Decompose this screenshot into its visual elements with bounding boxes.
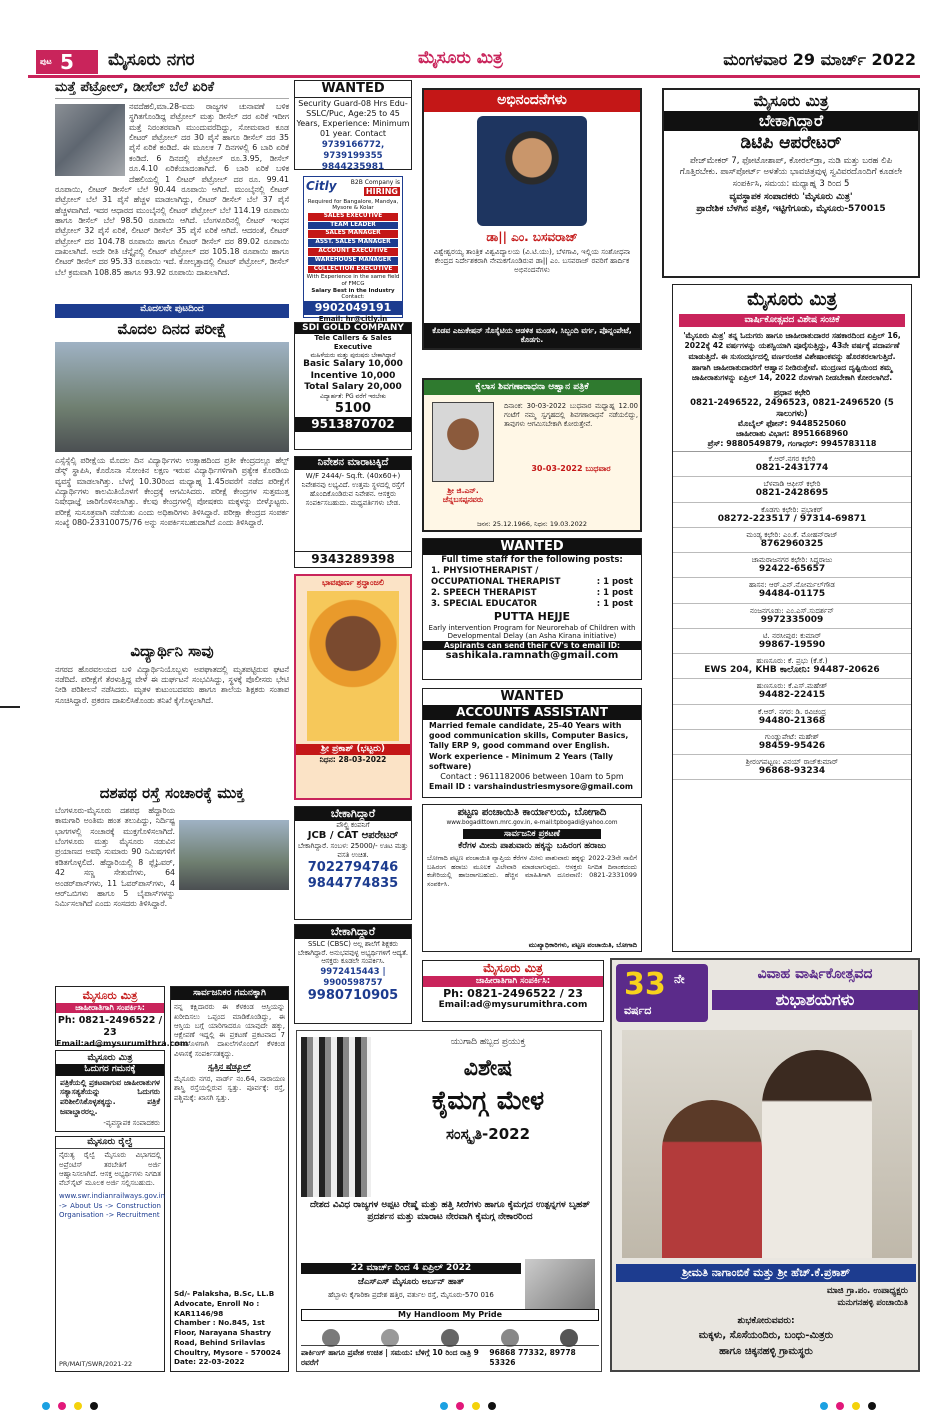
sdi-line3: ವಿದ್ಯಾರ್ಹತೆ: PG ವರೆಗೆ ಇರಬೇಕು	[320, 393, 386, 400]
branch-phone: 92422-65657	[758, 564, 826, 575]
dtp-title: ಬೇಕಾಗಿದ್ದಾರೆ	[664, 111, 918, 131]
couple-place: ಮನುಗನಹಳ್ಳಿ ಪಂಚಾಯಿತಿ	[837, 1298, 908, 1308]
citly-email: Email: hr@citly.in	[318, 315, 388, 324]
branch-phone: 99867-19590	[758, 639, 826, 650]
branch-label: ಹುಣಸೂರು: ಕೆ.ಎಸ್.ಮಹೇಶ್	[756, 681, 828, 691]
branch-label: ಟಿ. ನರಸೀಪುರ: ಕುಮಾರ್	[762, 630, 822, 640]
branch-entry	[673, 553, 911, 578]
obit-portrait	[307, 591, 399, 741]
therapist-org-desc: Early intervention Program for Neurorehab of Children with Developmental Delay (an Asha Kirana initiative)	[428, 623, 636, 641]
branch-phone: EWS 204, KHB ಕಾಲೋನಿ: 94487-20626	[704, 665, 880, 676]
anniv-office-head: ಪ್ರಧಾನ ಕಛೇರಿ	[773, 387, 811, 397]
branch-entry	[673, 578, 911, 603]
ad-title: WANTED	[295, 81, 411, 98]
branch-phone: 0821-2428695	[755, 488, 829, 499]
mm-email: Email:ad@mysurumithra.com	[438, 1000, 588, 1011]
readers-sign: -ವ್ಯವಸ್ಥಾಪಕ ಸಂಪಾದಕರು	[103, 1119, 160, 1128]
handloom-title-1: ವಿಶೇಷ	[463, 1056, 513, 1081]
post-count: : 1 post	[596, 576, 633, 587]
sdi-total: Total Salary 20,000	[304, 381, 402, 392]
article-body: ಬೆಂಗಳೂರು-ಮೈಸೂರು ದಶಪಥ ಹೆದ್ದಾರಿಯ ಕಾಮಗಾರಿ ಅಂತಿಮ ಹಂತ ತಲುಪಿದ್ದು, ನಿರ್ದಿಷ್ಟ ಭಾಗಗಳಲ್ಲಿ ಸಂಚಾರಕ್ಕೆ ಮುಕ್ತಗೊಳಿಸಲಾಗಿದೆ. ಬೆಂಗಳೂರು ಮತ್ತು ಮೈಸೂರು ನಡುವಿನ ಪ್ರಯಾಣದ ಅವಧಿ ಸುಮಾರು 90 ನಿಮಿಷಗಳಿಗೆ ಕಡಿತಗೊಳ್ಳಲಿದೆ. ಹೆದ್ದಾರಿಯಲ್ಲಿ 8 ಫ್ಲೈಓವರ್, 42 ಸಣ್ಣ ಸೇತುವೆಗಳು, 64 ಅಂಡರ್‌ಪಾಸ್‌ಗಳು, 11 ಓವರ್‌ಪಾಸ್‌ಗಳು, 4 ಆರ್‌ಒಬಿಗಳು ಹಾಗೂ 5 ಬೈಪಾಸ್‌ಗಳನ್ನು ನಿರ್ಮಿಸಲಾಗಿದೆ ಎಂದು ಸಂಸದರು ತಿಳಿಸಿದ್ದಾರೆ.	[55, 806, 175, 909]
dtp-body: ಪೇಜ್‌ಮೇಕರ್ 7, ಫೋಟೋಶಾಪ್, ಕೋರಲ್‌ಡ್ರಾ, ನುಡಿ ಮತ್ತು ಬರಹ ಲಿಪಿ ಗೊತ್ತಿರಬೇಕು. ಪಾಸ್‌ಪೋರ್ಟ್ ಅಳತೆಯ ಭಾವಚಿತ್ರವುಳ್ಳ ಸ್ವವಿವರದೊಂದಿಗೆ ಕೂಡಲೇ ಸಂಪರ್ಕಿಸಿ, ಸಮಯ: ಮಧ್ಯಾಹ್ನ 3 ರಿಂದ 5	[679, 156, 903, 189]
section-title: ಮೈಸೂರು ನಗರ	[108, 50, 195, 70]
accounts-body: Married female candidate, 25-40 Years with good communication skills, Computer Basics, Tally ERP 9, good command over English.	[429, 721, 629, 751]
ad-phone-1: 9739166772, 9739199355	[321, 140, 385, 161]
accounts-email[interactable]: Email ID : varshaindustriesmysore@gmail.com	[429, 781, 634, 791]
anniv-office-phones: 0821-2496522, 2496523, 0821-2496520 (5 ಸಾಲುಗಳು)	[690, 397, 894, 419]
public-notice-title: ಸಾರ್ವಜನಿಕರ ಗಮನಕ್ಕಾಗಿ	[171, 987, 288, 1000]
ad-wanted-jcb	[294, 806, 412, 920]
handloom-address: ಹೆಬ್ಬಾಳು ಕೈಗಾರಿಕಾ ಪ್ರದೇಶ ಹತ್ತಿರ, ವರ್ತುಲ ರಸ್ತೆ, ಮೈಸೂರು-570 016	[328, 1291, 494, 1299]
accounts-role: ACCOUNTS ASSISTANT	[423, 705, 641, 720]
obit-band: ಭಾವಪೂರ್ಣ ಶ್ರದ್ಧಾಂಜಲಿ	[321, 578, 385, 587]
article-headline: ಮೊದಲ ದಿನದ ಪರೀಕ್ಷೆ	[117, 320, 227, 338]
therapist-org: PUTTA HEJJE	[493, 610, 571, 624]
jcb-phone-2: 9844774835	[307, 876, 399, 892]
mm-band: ಜಾಹೀರಾತಿಗಾಗಿ ಸಂಪರ್ಕಿಸಿ:	[423, 976, 603, 987]
branch-phone: 94482-22415	[758, 690, 826, 701]
mm-ad-contact-box-left	[55, 986, 189, 1048]
branch-entry	[673, 604, 911, 629]
mm-logo: ಮೈಸೂರು ಮಿತ್ರ	[82, 989, 138, 1002]
handloom-mela-ad	[296, 1030, 602, 1372]
registration-dots-right	[820, 1402, 884, 1414]
branch-phone: 0821-2431774	[755, 463, 829, 474]
page-number-badge	[36, 50, 98, 74]
jcb-sub: ಪೌಲ್ಟ್ರಿ ಕಂಪನಿಗೆ	[336, 820, 370, 829]
site-body: W/F 2444/- Sq.ft. (40x60+) ನಿವೇಶನವು ಲಭ್ಯವಿದೆ. ಉತ್ತಮ ಸ್ಥಳದಲ್ಲಿ ರಸ್ತೆಗೆ ಹೊಂದಿಕೊಂಡಿರುವ ನಿವೇಶನ. ಆಸಕ್ತರು ಸಂಪರ್ಕಿಸಬಹುದು. ಮಧ್ಯವರ್ತಿಗಳು ಬೇಡ.	[301, 471, 405, 507]
citly-role: COLLECTION EXECUTIVE	[308, 266, 398, 274]
years-label: ವರ್ಷದ	[624, 1004, 652, 1017]
weaver-photo	[525, 1259, 595, 1309]
felicitation-portrait	[477, 116, 587, 226]
panchayat-subject: ಕೆರೆಗಳ ಮೀನು ಪಾಶುವಾರು ಹಕ್ಕನ್ನು ಬಹಿರಂಗ ಹರಾಜು	[458, 841, 606, 852]
teacher-phone-2: 9900598757	[323, 977, 383, 988]
schedule-body: ಮೈಸೂರು ನಗರ, ವಾರ್ಡ್ ನಂ.64, ನಾರಾಯಣ ಶಾಸ್ತ್ರಿ ರಸ್ತೆಯಲ್ಲಿರುವ ಸ್ವತ್ತು. ಪೂರ್ವಕ್ಕೆ: ರಸ್ತೆ, ಪಶ್ಚಿಮಕ್ಕೆ: ಖಾಸಗಿ ಸ್ವತ್ತು.	[174, 1075, 285, 1102]
panchayat-notice	[422, 804, 642, 952]
citly-hiring: HIRING	[365, 186, 398, 196]
citly-salary: Salary Best in the Industry	[311, 287, 395, 294]
advocate-address: Chamber : No.845, 1st Floor, Narayana Shastry Road, Behind Srilavlas Choultry, Mysore - 570024	[174, 1318, 281, 1357]
obit2-portrait	[432, 402, 494, 482]
black-dot-icon	[488, 1402, 496, 1410]
accounts-contact: Contact : 9611182006 between 10am to 5pm	[440, 771, 624, 781]
ad-wanted-therapist	[422, 538, 642, 680]
mm-phone: Ph: 0821-2496522 / 23	[443, 986, 583, 1000]
anniv-mobile-2: ಜಾಹೀರಾತು ವಿಭಾಗ: 8951668960	[735, 429, 849, 439]
branch-phone: 96868-93234	[758, 766, 826, 777]
anniv-band: ವಾರ್ಷಿಕೋತ್ಸವದ ವಿಶೇಷ ಸಂಚಿಕೆ	[679, 314, 905, 327]
jcb-phone-1: 7022794746	[307, 860, 399, 876]
handloom-title-2: ಕೈಮಗ್ಗ ಮೇಳ	[431, 1086, 545, 1116]
railway-body: ನೈರುತ್ಯ ರೈಲ್ವೆ ಮೈಸೂರು ವಿಭಾಗದಲ್ಲಿ ಅಪ್ರೆಂಟಿಸ್ ತರಬೇತಿಗೆ ಅರ್ಜಿ ಆಹ್ವಾನಿಸಲಾಗಿದೆ. ಆಸಕ್ತ ಅಭ್ಯರ್ಥಿಗಳು ನಿಗದಿತ ವೆಬ್‌ಸೈಟ್ ಮೂಲಕ ಅರ್ಜಿ ಸಲ್ಲಿಸಬಹುದು.	[59, 1151, 161, 1188]
magenta-dot-icon	[58, 1402, 66, 1410]
branch-label: ಕೆ.ಆರ್.ನಗರ ಕಛೇರಿ	[768, 454, 816, 464]
felicitation-title: ಅಭಿನಂದನೆಗಳು	[424, 90, 640, 112]
couple-photo	[622, 1030, 912, 1258]
obit-name: ಶ್ರೀ ಪ್ರಕಾಶ್ (ಭಟ್ಟರು)	[296, 744, 410, 755]
wishers: ಮಕ್ಕಳು, ಸೊಸೆಯಂದಿರು, ಬಂಧು-ಮಿತ್ರರು	[698, 1330, 834, 1341]
obit2-band: ಕೈಲಾಸ ಶಿವಗಣಾರಾಧನಾ ಆಹ್ವಾನ ಪತ್ರಿಕೆ	[424, 380, 640, 395]
citly-tagline: B2B Company is	[350, 179, 400, 186]
branch-phone: 94484-01175	[758, 589, 826, 600]
branch-entry	[673, 629, 911, 654]
article-student-death	[55, 642, 289, 782]
therapist-intro: Full time staff for the following posts:	[441, 555, 623, 566]
cyan-dot-icon	[440, 1402, 448, 1410]
branch-entry	[673, 654, 911, 679]
magenta-dot-icon	[456, 1402, 464, 1410]
advocate-sign: Sd/- Palaksha, B.Sc, LL.B	[174, 1289, 275, 1299]
handloom-venue: ಜೆಎಸ್‌ಎಸ್ ಮೈಸೂರು ಅರ್ಬನ್ ಹಾತ್	[357, 1277, 465, 1287]
therapist-title: WANTED	[423, 539, 641, 555]
branch-phone: 9972335009	[760, 614, 824, 625]
branch-label: ಹಾಸನ: ಆರ್.ಎನ್.ನೋರ್ಮಲ್‌ಗೌಡ	[748, 580, 836, 590]
sdi-incentive: Incentive 10,000	[310, 370, 396, 381]
exam-students-photo	[55, 342, 289, 452]
page-margin-mark	[0, 706, 20, 708]
panchayat-band: ಸಾರ್ವಜನಿಕ ಪ್ರಕಟಣೆ	[463, 829, 601, 840]
accounts-work: Work experience - Minimum 2 Years (Tally software)	[429, 752, 614, 771]
sdi-basic: Basic Salary 10,000	[303, 359, 403, 370]
citly-roles	[304, 213, 402, 274]
mm-band: ಜಾಹೀರಾತಿಗಾಗಿ ಸಂಪರ್ಕಿಸಿ:	[56, 1003, 164, 1013]
therapist-post-row	[431, 599, 633, 610]
anniv-logo: ಮೈಸೂರು ಮಿತ್ರ	[747, 289, 837, 310]
post-count: : 1 post	[596, 587, 633, 598]
couple-names: ಶ್ರೀಮತಿ ನಾಗಾಂಬಿಕೆ ಮತ್ತು ಶ್ರೀ ಹೆಚ್.ಕೆ.ಪ್ರಕಾಶ್	[616, 1264, 916, 1282]
wedding-title-1: ವಿವಾಹ ವಾರ್ಷಿಕೋತ್ಸವದ	[757, 966, 873, 982]
readers-logo: ಮೈಸೂರು ಮಿತ್ರ	[87, 1053, 133, 1063]
mm-email: Email:ad@mysurumithra.com	[56, 1038, 189, 1048]
therapist-post-row	[431, 577, 633, 588]
therapist-cv: Aspirants can send their CV's to email ID:	[423, 641, 641, 650]
branch-label: ಶ್ರೀರಂಗಪಟ್ಟಣ: ವಿನಯ್ ರಾಜ್‌ಕುಮಾರ್	[745, 757, 839, 767]
citly-sub: Required for Bangalore, Mandya, Mysore & Kolar	[307, 198, 399, 212]
article-headline: ವಿದ್ಯಾರ್ಥಿನಿ ಸಾವು	[130, 642, 214, 660]
sdi-line2: ಮಹಿಳೆಯರು ಮತ್ತು ಪುರುಷರು ಬೇಕಾಗಿದ್ದಾರೆ	[310, 351, 396, 359]
branch-entry	[673, 477, 911, 502]
teacher-phone-3: 9980710905	[307, 988, 399, 1004]
continued-band: ಮೊದಲನೇ ಪುಟದಿಂದ	[55, 304, 289, 318]
anniv-press: ಪ್ರೆಸ್: 9880549879, ಗಂಗಾಧರ್: 9945783118	[673, 439, 911, 452]
ad-body: Security Guard-08 Hrs Edu-SSLC/Puc, Age:25 to 45 Years, Experience: Minimum 01 year. Contact	[296, 99, 410, 139]
readers-body: ಪತ್ರಿಕೆಯಲ್ಲಿ ಪ್ರಕಟವಾಗುವ ಜಾಹೀರಾತುಗಳ ಸತ್ಯಾಸತ್ಯತೆಯನ್ನು ಓದುಗರು ಪರಿಶೀಲಿಸಿಕೊಳ್ಳತಕ್ಕದ್ದು. ಪತ್ರಿಕೆ ಜವಾಬ್ದಾರರಲ್ಲ.	[60, 1077, 160, 1117]
handloom-top: ಯುಗಾದಿ ಹಬ್ಬದ ಪ್ರಯುಕ್ತ	[450, 1037, 526, 1047]
article-body: ನಗರದ ಹೊರವಲಯದ ಬಳಿ ವಿದ್ಯಾರ್ಥಿನಿಯೊಬ್ಬಳು ಅಪಘಾತದಲ್ಲಿ ಮೃತಪಟ್ಟಿರುವ ಘಟನೆ ನಡೆದಿದೆ. ಪರೀಕ್ಷೆಗೆ ತೆರಳುತ್ತಿದ್ದ ವೇಳೆ ಈ ದುರ್ಘಟನೆ ಸಂಭವಿಸಿದ್ದು, ಸ್ಥಳಕ್ಕೆ ಪೊಲೀಸರು ಭೇಟಿ ನೀಡಿ ಪರಿಶೀಲನೆ ನಡೆಸಿದರು. ಮೃತಳ ಕುಟುಂಬದವರು ಹಾಗೂ ಶಾಲೆಯ ಶಿಕ್ಷಕರು ಸಂತಾಪ ಸೂಚಿಸಿದ್ದಾರೆ. ಪ್ರಕರಣ ದಾಖಲಿಸಿಕೊಂಡು ತನಿಖೆ ಕೈಗೊಳ್ಳಲಾಗಿದೆ.	[55, 664, 289, 705]
citly-role: TEAM LEADER	[308, 222, 398, 230]
ad-wanted-teacher: ಬೇಕಾಗಿದ್ದಾರೆ SSLC (CBSC) ಅಲ್ಲ ಶಾಲೆಗೆ ಶಿಕ್ಷಕರು ಬೇಕಾಗಿದ್ದಾರೆ. ಅನುಭವವುಳ್ಳ ಅಭ್ಯರ್ಥಿಗಳಿಗೆ ಆದ್ಯತೆ. ಆಸಕ್ತರು ಕೂಡಲೇ ಸಂಪರ್ಕಿಸಿ. 9972415443 | 9900598757 9980710905	[294, 924, 412, 1024]
citly-role: ASST. SALES MANAGER	[308, 239, 398, 247]
branch-entry	[673, 755, 911, 780]
teacher-body: SSLC (CBSC) ಅಲ್ಲ ಶಾಲೆಗೆ ಶಿಕ್ಷಕರು ಬೇಕಾಗಿದ್ದಾರೆ. ಅನುಭವವುಳ್ಳ ಅಭ್ಯರ್ಥಿಗಳಿಗೆ ಆದ್ಯತೆ. ಆಸಕ್ತರು ಕೂಡಲೇ ಸಂಪರ್ಕಿಸಿ.	[297, 939, 409, 966]
anniv-mobile: ಮೊಬೈಲ್ ಫೋನ್: 9448525060	[737, 419, 847, 429]
years-suffix: ನೇ	[674, 972, 685, 986]
readers-notice	[55, 1050, 165, 1132]
felicitation-name: ಡಾ|| ಎಂ. ಬಸವರಾಜ್	[486, 229, 578, 244]
citly-note: With Experience in the same field of FMCG	[306, 274, 400, 287]
post-name: 1. PHYSIOTHERAPIST /	[431, 565, 539, 576]
sdi-phone: 9513870702	[295, 417, 411, 432]
accounts-title: WANTED	[500, 689, 564, 704]
article-headline: ದಶಪಥ ರಸ್ತೆ ಸಂಚಾರಕ್ಕೆ ಮುಕ್ತ	[99, 784, 245, 802]
post-name: OCCUPATIONAL THERAPIST	[431, 576, 561, 587]
years-number: 33	[624, 967, 666, 1002]
post-name: 2. SPEECH THERAPIST	[431, 587, 537, 598]
therapist-post-row	[431, 588, 633, 599]
panchayat-web: www.bogadittown.mrc.gov.in, e-mail:tpbogadi@yahoo.com	[446, 819, 618, 826]
branch-label: ಮಂಡ್ಯ ಕಛೇರಿ: ಎಂ.ಕೆ. ಮೋಹನ್‌ರಾಜ್	[746, 529, 838, 539]
sdi-amount: 5100	[334, 400, 372, 416]
felicitation-ad	[422, 88, 642, 350]
citly-phone: 9902049191	[304, 301, 402, 315]
branch-label: ಬೆಳವಾಡಿ ಆಫೀಸ್ ಕಛೇರಿ	[763, 479, 821, 489]
registration-dots-left	[42, 1402, 106, 1414]
ad-phone-2: 9844235981	[321, 161, 385, 172]
masthead-logo: ಮೈಸೂರು ಮಿತ್ರ	[418, 48, 503, 68]
anniversary-special-ad	[672, 284, 912, 952]
obit-detail: ನಿಧನ: 28-03-2022	[319, 755, 387, 765]
wishers-2: ಹಾಗೂ ಚಿಕ್ಕನಹಳ್ಳಿ ಗ್ರಾಮಸ್ಥರು	[719, 1346, 813, 1357]
felicitation-body: ವಿಶ್ವೇಶ್ವರಯ್ಯ ತಾಂತ್ರಿಕ ವಿಶ್ವವಿದ್ಯಾಲಯ (ವಿ.ಟಿ.ಯು), ಬೆಳಗಾವಿ, ಇಲ್ಲಿಯ ಸಂಶೋಧನಾ ಕೇಂದ್ರದ ನಿರ್ದೇಶಕರಾಗಿ ನೇಮಕಗೊಂಡಿರುವ ಡಾ|| ಎಂ. ಬಸವರಾಜ್ ರವರಿಗೆ ಹಾರ್ದಿಕ ಅಭಿನಂದನೆಗಳು	[433, 246, 631, 275]
cyan-dot-icon	[820, 1402, 828, 1410]
advocate-enroll: Advocate, Enroll No : KAR1146/98	[174, 1298, 260, 1318]
black-dot-icon	[868, 1402, 876, 1410]
branch-entry	[673, 452, 911, 477]
branch-entry	[673, 528, 911, 553]
wedding-title-2: ಶುಭಾಶಯಗಳು	[712, 990, 918, 1010]
post-count: : 1 post	[596, 599, 633, 610]
jcb-role: JCB / CAT ಆಪರೇಟರ್	[307, 829, 399, 841]
dtp-footer-1: ವ್ಯವಸ್ಥಾಪಕ ಸಂಪಾದಕರು 'ಮೈಸೂರು ಮಿತ್ರ'	[729, 192, 853, 203]
branch-phone: 94480-21368	[758, 715, 826, 726]
sdi-line1: Tele Callers & Sales Executive	[314, 334, 392, 351]
branch-label: ನಂಜನಗೂಡು: ಎಂ.ಎಸ್.ಸುದರ್ಶನ್	[750, 605, 834, 615]
railway-link[interactable]: www.swr.indianrailways.gov.in -> About Us -> Construction Organisation -> Recruitment	[59, 1192, 166, 1220]
public-notice	[170, 986, 289, 1372]
article-body: ನವದೆಹಲಿ,ಮಾ.28-ಐದು ರಾಜ್ಯಗಳ ಚುನಾವಣೆ ಬಳಿಕ ಸ್ಥಗಿತಗೊಂಡಿದ್ದ ಪೆಟ್ರೋಲ್ ಮತ್ತು ಡೀಸೆಲ್ ದರ ಏರಿಕೆ ಇದೀಗ ಮತ್ತೆ ನಿರಂತರವಾಗಿ ಮುಂದುವರೆದಿದ್ದು, ಸೋಮವಾರ ಕೂಡ ಲೀಟರ್ ಪೆಟ್ರೋಲ್ ದರ 30 ಪೈಸೆ ಹಾಗೂ ಡೀಸೆಲ್ ದರ 35 ಪೈಸೆ ಏರಿಕೆ ಕಂಡಿದೆ. ಈ ಮೂಲಕ 7 ದಿನಗಳಲ್ಲಿ 6 ಬಾರಿ ಏರಿಕೆ ಕಂಡಿದೆ. 6 ದಿನದಲ್ಲಿ ಪೆಟ್ರೋಲ್ ರೂ.3.95, ಡೀಸೆಲ್ ರೂ.4.10 ಏರಿಕೆಯಾದಂತಾಗಿದೆ. 6 ಬಾರಿ ಏರಿಕೆ ಬಳಿಕ ದೆಹಲಿಯಲ್ಲಿ 1 ಲೀಟರ್ ಪೆಟ್ರೋಲ್ ದರ ರೂ. 99.41 ರೂಪಾಯಿ, ಲೀಟರ್ ಡೀಸೆಲ್ ಬೆಲೆ 90.44 ರೂಪಾಯಿ ಆಗಿದೆ. ಮುಂಬೈನಲ್ಲಿ ಲೀಟರ್ ಪೆಟ್ರೋಲ್ ಬೆಲೆ 31 ಪೈಸೆ ಹೆಚ್ಚಳ ಮಾಡಲಾಗಿದ್ದು, ಲೀಟರ್ ಡೀಸೆಲ್ ಬೆಲೆ 37 ಪೈಸೆ ಹೆಚ್ಚಳವಾಗಿದೆ. ಇದರ ಆಧಾರದ ಮುಂಬೈನಲ್ಲಿ ಲೀಟರ್ ಪೆಟ್ರೋಲ್ ಬೆಲೆ 114.19 ರೂಪಾಯಿ ಹಾಗೂ ಡೀಸೆಲ್ ಬೆಲೆ 98.50 ರೂಪಾಯಿ ಆಗಿದೆ. ಬೆಂಗಳೂರಿನಲ್ಲಿ ಲೀಟರ್ ಇಂಧನ ಪೆಟ್ರೋಲ್ 32 ಪೈಸೆ ಏರಿಕೆ, ಲೀಟರ್ ಡೀಸೆಲ್ 35 ಪೈಸೆ ಏರಿಕೆ ಆಗಿದೆ. ಆದರಂತೆ, ಲೀಟರ್ ಪೆಟ್ರೋಲ್ ದರ 104.78 ರೂಪಾಯಿ ಹಾಗೂ ಲೀಟರ್ ಡೀಸೆಲ್ ದರ 89.02 ರೂಪಾಯಿ ದಾಖಲಾಗಿದೆ. ಅದೇ ರೀತಿ ಚೆನ್ನೈನಲ್ಲಿ ಲೀಟರ್ ಪೆಟ್ರೋಲ್ ದರ 105.18 ರೂಪಾಯಿ ಹಾಗೂ ಲೀಟರ್ ಡೀಸೆಲ್ ದರ 95.33 ರೂಪಾಯಿ ಇದೆ. ಕೋಲ್ಕತ್ತಾದಲ್ಲಿ ಲೀಟರ್ ಪೆಟ್ರೋಲ್, ಡೀಸೆಲ್ ಬೆಲೆ ಕ್ರಮವಾಗಿ 108.85 ಹಾಗೂ 93.92 ರೂಪಾಯಿ ದಾಖಲಾಗಿದೆ.	[55, 102, 289, 277]
citly-role: WAREHOUSE MANAGER	[308, 257, 398, 265]
schedule-title: ಸ್ವತ್ತಿನ ಷೆಡ್ಯೂಲ್	[208, 1062, 251, 1072]
ad-wanted-accounts	[422, 688, 642, 798]
branch-entry	[673, 679, 911, 704]
citly-contact-label: Contact:	[341, 294, 365, 301]
readers-title: ಓದುಗರ ಗಮನಕ್ಕೆ	[56, 1064, 164, 1075]
mm-phone: Ph: 0821-2496522 / 23	[57, 1014, 163, 1038]
handloom-slogan: My Handloom My Pride	[301, 1309, 599, 1321]
article-first-day-exam	[55, 320, 289, 640]
dtp-footer-2: ಪ್ರಾದೇಶಿಕ ಬೆಳಗಿನ ಪತ್ರಿಕೆ, ಇಟ್ಟಿಗೆಗೂಡು, ಮೈಸೂರು-570015	[696, 203, 886, 214]
sdi-title: SDI GOLD COMPANY	[295, 323, 411, 334]
ad-site-sale	[294, 456, 412, 568]
obituary-shivaganaradhane	[422, 378, 642, 532]
handloom-body: ದೇಶದ ವಿವಿಧ ರಾಜ್ಯಗಳ ಅಪ್ಪಟ ರೇಷ್ಮೆ ಮತ್ತು ಹತ್ತಿ ಸೀರೆಗಳು ಹಾಗೂ ಕೈಮಗ್ಗದ ಉತ್ಪನ್ನಗಳ ಬೃಹತ್ ಪ್ರದರ್ಶನ ಮತ್ತು ಮಾರಾಟ ನೇರವಾಗಿ ಕೈಮಗ್ಗ ನೇಕಾರರಿಂದ	[310, 1200, 590, 1223]
panchayat-title: ಪಟ್ಟಣ ಪಂಚಾಯಿತಿ ಕಾರ್ಯಾಲಯ, ಬೋಗಾದಿ	[457, 807, 607, 818]
yellow-dot-icon	[472, 1402, 480, 1410]
branch-phone: 98459-95426	[758, 740, 826, 751]
ad-sdi-gold	[294, 322, 412, 450]
dtp-logo: ಮೈಸೂರು ಮಿತ್ರ	[753, 92, 829, 110]
jcb-title: ಬೇಕಾಗಿದ್ದಾರೆ	[295, 807, 411, 821]
magenta-dot-icon	[836, 1402, 844, 1410]
therapist-posts	[423, 566, 641, 610]
article-headline: ಮತ್ತೆ ಪೆಟ್ರೋಲ್, ಡೀಸೆಲ್ ಬೆಲೆ ಏರಿಕೆ	[55, 80, 289, 99]
obit2-body: ದಿನಾಂಕ: 30-03-2022 ಬುಧವಾರ ಮಧ್ಯಾಹ್ನ 12.00 ಗಂಟೆಗೆ ನಮ್ಮ ಸ್ವಗೃಹದಲ್ಲಿ ಶಿವಗಣಾರಾಧನೆ ನಡೆಯಲಿದ್ದು, ತಾವುಗಳು ಆಗಮಿಸಬೇಕಾಗಿ ಕೋರುತ್ತೇವೆ.	[504, 402, 638, 429]
issue-date: ಮಂಗಳವಾರ 29 ಮಾರ್ಚ್ 2022	[723, 50, 916, 69]
wedding-anniversary-ad	[610, 958, 920, 1372]
railway-ref: PR/MAIT/SWR/2021-22	[59, 1360, 133, 1369]
panchayat-body: ಬೋಗಾದಿ ಪಟ್ಟಣ ಪಂಚಾಯಿತಿ ವ್ಯಾಪ್ತಿಯ ಕೆರೆಗಳ ಮೀನು ಪಾಶುವಾರು ಹಕ್ಕನ್ನು 2022-23ನೇ ಸಾಲಿಗೆ ಬಹಿರಂಗ ಹರಾಜು ಮೂಲಕ ವಿಲೇವಾರಿ ಮಾಡಲಾಗುವುದು. ಆಸಕ್ತರು ನಿಗದಿತ ದಿನಾಂಕದಂದು ಕಚೇರಿಯಲ್ಲಿ ಹಾಜರಾಗಬಹುದು. ಹೆಚ್ಚಿನ ಮಾಹಿತಿಗಾಗಿ ದೂರವಾಣಿ: 0821-2331099 ಸಂಪರ್ಕಿಸಿ.	[427, 853, 637, 888]
notice-date: Date: 22-03-2022	[174, 1357, 245, 1367]
site-phone: 9343289398	[295, 551, 411, 567]
branch-label: ಕೆ.ಆರ್. ನಗರ: ಡಿ. ರವಿಚಂದ್ರ	[757, 706, 827, 716]
branch-label: ಹುಣಸೂರು: ಕೆ. ಪ್ರಭು (ಕೆ.ಕೆ.)	[756, 656, 828, 666]
branch-entry	[673, 503, 911, 528]
saree-drape-graphic	[301, 1037, 371, 1197]
site-title: ನಿವೇಶನ ಮಾರಾಟಕ್ಕಿದೆ	[295, 457, 411, 470]
public-notice-body: ನನ್ನ ಕಕ್ಷಿದಾರರು ಈ ಕೆಳಕಂಡ ಆಸ್ತಿಯನ್ನು ಖರೀದಿಸಲು ಒಪ್ಪಂದ ಮಾಡಿಕೊಂಡಿದ್ದು, ಈ ಆಸ್ತಿಯ ಬಗ್ಗೆ ಯಾರಿಗಾದರೂ ಯಾವುದೇ ಹಕ್ಕು, ಆಕ್ಷೇಪಣೆ ಇದ್ದಲ್ಲಿ ಈ ಪ್ರಕಟಣೆ ಪ್ರಕಟವಾದ 7 ದಿನಗಳೊಳಗಾಗಿ ದಾಖಲೆಗಳೊಂದಿಗೆ ಕೆಳಕಂಡ ವಿಳಾಸಕ್ಕೆ ಸಂಪರ್ಕಿಸತಕ್ಕದ್ದು.	[174, 1003, 285, 1058]
anniv-body: 'ಮೈಸೂರು ಮಿತ್ರ' ತನ್ನ ಓದುಗರು ಹಾಗೂ ಜಾಹೀರಾತುದಾರರ ಸಹಕಾರದಿಂದ ಏಪ್ರಿಲ್ 16, 2022ಕ್ಕೆ 42 ವರ್ಷಗಳನ್ನು ಯಶಸ್ವಿಯಾಗಿ ಪೂರೈಸುತ್ತಿದ್ದು, 43ನೇ ವರ್ಷಕ್ಕೆ ಪದಾರ್ಪಣೆ ಮಾಡುತ್ತಿದೆ. ಈ ಸುಸಂದರ್ಭದಲ್ಲಿ ವರ್ಣರಂಜಿತ ವಿಶೇಷಾಂಕವನ್ನು ಹೊರತರಲಾಗುತ್ತಿದೆ. ಹಾಗಾಗಿ ಜಾಹೀರಾತುದಾರರಿಗೆ ಆಹ್ವಾನ ನೀಡಿರುತ್ತೇವೆ. ಮುದ್ರಣದ ದೃಷ್ಟಿಯಿಂದ ತಮ್ಮ ಜಾಹೀರಾತುಗಳನ್ನು ಏಪ್ರಿಲ್ 14, 2022 ರೊಳಗಾಗಿ ನೀಡಬೇಕಾಗಿ ಕೋರಲಾಗಿದೆ.	[683, 330, 901, 383]
handloom-footer: ಪಾರ್ಕಿಂಗ್ ಹಾಗೂ ಪ್ರವೇಶ ಉಚಿತ | ಸಮಯ: ಬೆಳಿಗ್ಗೆ 10 ರಿಂದ ರಾತ್ರಿ 9 ರವರೆಗೆ	[301, 1348, 479, 1367]
article-highway	[55, 784, 289, 980]
branch-label: ಗುಂಡ್ಲುಪೇಟೆ: ಮಹೇಶ್	[764, 731, 820, 741]
ad-citly	[303, 176, 403, 324]
handloom-dates: 22 ಮಾರ್ಚ್ ರಿಂದ 4 ಏಪ್ರಿಲ್ 2022	[301, 1263, 521, 1274]
railway-notice	[55, 1136, 165, 1372]
branch-label: ಕೊಡಗು ಕಛೇರಿ: ಪ್ರಭಾಕರ್	[761, 504, 823, 514]
teacher-phone-1: 9972415443	[320, 967, 380, 978]
page-header	[28, 44, 920, 78]
yellow-dot-icon	[74, 1402, 82, 1410]
years-badge	[616, 964, 708, 1022]
railway-title: ಮೈಸೂರು ರೈಲ್ವೆ	[56, 1137, 164, 1149]
couple-designation: ಮಾಜಿ ಗ್ರಾ.ಪಂ. ಉಪಾಧ್ಯಕ್ಷರು	[826, 1286, 908, 1296]
ad-dtp-operator	[662, 88, 920, 278]
mm-ad-contact-box-mid	[422, 960, 604, 1022]
therapist-email[interactable]: sashikala.ramnath@gmail.com	[445, 649, 619, 661]
ad-wanted-security	[294, 80, 412, 170]
therapist-post-row	[431, 566, 633, 577]
branch-label: ಚಾಮರಾಜನಗರ ಕಛೇರಿ: ಸಿದ್ದರಾಜು	[751, 555, 833, 565]
panchayat-signer: ಮುಖ್ಯಾಧಿಕಾರಿಗಳು, ಪಟ್ಟಣ ಪಂಚಾಯಿತಿ, ಬೋಗಾದಿ	[528, 940, 637, 949]
citly-role: SALES MANAGER	[308, 230, 398, 238]
yellow-dot-icon	[852, 1402, 860, 1410]
branch-entry	[673, 730, 911, 755]
citly-role: SALES EXECUTIVE	[308, 213, 398, 221]
citly-logo: Citly	[306, 179, 337, 193]
cyan-dot-icon	[42, 1402, 50, 1410]
teacher-title: ಬೇಕಾಗಿದ್ದಾರೆ	[295, 925, 411, 939]
obit2-dates: ಜನನ: 25.12.1966, ನಿಧನ: 19.03.2022	[476, 519, 588, 528]
obit2-name: ಶ್ರೀ ಜಿ.ಎನ್. ಚೆನ್ನಬಸಪ್ಪನವರು	[442, 486, 484, 504]
dtp-role: ಡಿಟಿಪಿ ಆಪರೇಟರ್	[740, 132, 842, 153]
citly-role: ACCOUNT EXECUTIVE	[308, 248, 398, 256]
wishers-head: ಶುಭಕೋರುವವರು:	[737, 1316, 795, 1326]
mm-logo: ಮೈಸೂರು ಮಿತ್ರ	[483, 961, 543, 975]
page-prefix: ಪುಟ	[40, 57, 52, 66]
obituary-prakash	[294, 574, 412, 800]
branch-entry	[673, 705, 911, 730]
anniv-branch-list	[673, 452, 911, 780]
obit2-date-highlight: 30-03-2022 ಬುಧವಾರ	[531, 464, 611, 473]
black-dot-icon	[90, 1402, 98, 1410]
page-number: 5	[60, 50, 74, 74]
article-body: ಎಸ್ಸೆಸ್ಸೆಲ್ಸಿ ಪರೀಕ್ಷೆಯ ಮೊದಲ ದಿನ ವಿದ್ಯಾರ್ಥಿಗಳು ಉತ್ಸಾಹದಿಂದ ಪ್ರತೀ ಕೇಂದ್ರದಲ್ಲೂ ಹೆಲ್ಪ್ ಡೆಸ್ಕ್ ಸ್ಥಾಪಿಸಿ, ಕೊರೊನಾ ಸೋಂಕಿನ ಲಕ್ಷಣ ಇರುವ ವಿದ್ಯಾರ್ಥಿಗಳಿಗಾಗಿ ಪ್ರತ್ಯೇಕ ಕೊಠಡಿಯ ವ್ಯವಸ್ಥೆ ಮಾಡಲಾಗಿತ್ತು. ಬೆಳಗ್ಗೆ 10.30ರಿಂದ ಮಧ್ಯಾಹ್ನ 1.45ರವರೆಗೆ ನಡೆದ ಪರೀಕ್ಷೆಗೆ ವಿದ್ಯಾರ್ಥಿಗಳು ಕಾಲಮಿತಿಯೊಳಗೆ ಕೇಂದ್ರಕ್ಕೆ ಆಗಮಿಸಿದರು. ಪರೀಕ್ಷೆ ಕೇಂದ್ರಗಳ ಸುತ್ತಮುತ್ತ ನಿಷೇಧಾಜ್ಞೆ ಜಾರಿಗೊಳಿಸಲಾಗಿತ್ತು. ಕೆಲವು ಕೇಂದ್ರಗಳಲ್ಲಿ ಪೋಷಕರು ಮಕ್ಕಳನ್ನು ಬೀಳ್ಕೊಟ್ಟರು. ಪರೀಕ್ಷೆ ಸುಸೂತ್ರವಾಗಿ ನಡೆಯಿತು ಎಂದು ಅಧಿಕಾರಿಗಳು ತಿಳಿಸಿದ್ದಾರೆ. ಪರೀಕ್ಷಾ ಕೇಂದ್ರದ ಸಂಪರ್ಕ ಸಂಖ್ಯೆ 080-23310075/76 ಅನ್ನು ಸಂಪರ್ಕಿಸಬಹುದಾಗಿದೆ ಎಂದು ತಿಳಿಸಿದ್ದಾರೆ.	[55, 456, 289, 528]
branch-phone: 08272-223517 / 97314-69871	[717, 513, 867, 524]
felicitation-footer: ಕೊಡವ ಎಜುಕೇಷನ್ ಸೊಸೈಟಿಯ ಆಡಳಿತ ಮಂಡಳಿ, ಸಿಬ್ಬಂದಿ ವರ್ಗ, ಪೊನ್ನಂಪೇಟೆ, ಕೊಡಗು.	[424, 323, 640, 349]
post-name: 3. SPECIAL EDUCATOR	[431, 599, 538, 610]
handloom-title-3: ಸಂಸ್ಕೃತಿ-2022	[445, 1125, 531, 1143]
article-fuel-price	[55, 80, 289, 302]
handloom-footer-phone: 96868 77332, 89778 53326	[489, 1348, 576, 1367]
branch-phone: 8762960325	[760, 538, 824, 549]
registration-dots-center	[440, 1402, 504, 1414]
jcb-body: ಬೇಕಾಗಿದ್ದಾರೆ. ಸಂಬಳ: 25000/- ಊಟ ಮತ್ತು ವಸತಿ ಉಚಿತ.	[297, 842, 409, 860]
